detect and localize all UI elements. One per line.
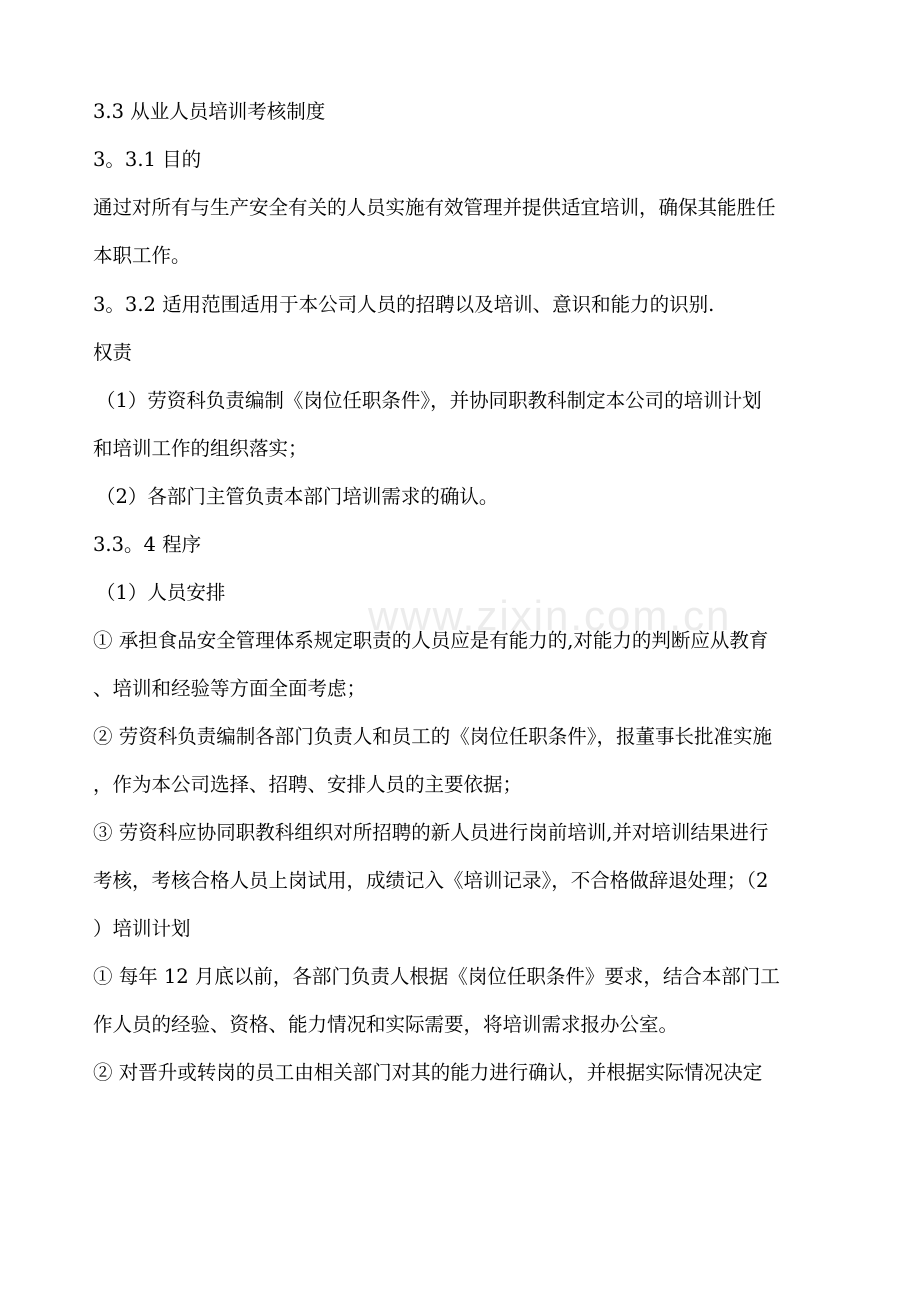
- paragraph-line: ）培训计划: [93, 917, 191, 940]
- paragraph-line: （2）各部门主管负责本部门培训需求的确认。: [96, 485, 499, 508]
- subsection-heading-procedure: 3.3。4 程序: [93, 533, 202, 556]
- paragraph-line: ③ 劳资科应协同职教科组织对所招聘的新人员进行岗前培训,并对培训结果进行: [93, 821, 769, 844]
- subsection-heading-responsibilities: 权责: [93, 341, 133, 364]
- paragraph-line: 作人员的经验、资格、能力情况和实际需要，将培训需求报办公室。: [93, 1013, 679, 1036]
- paragraph-line: （1）劳资科负责编制《岗位任职条件》，并协同职教科制定本公司的培训计划: [96, 389, 762, 412]
- watermark: www.zixin.com.cn: [368, 592, 732, 639]
- paragraph-line: 本职工作。: [93, 244, 191, 267]
- paragraph-line: ，作为本公司选择、招聘、安排人员的主要依据；: [93, 773, 523, 796]
- subsection-heading-purpose: 3。3.1 目的: [93, 148, 202, 171]
- paragraph-line: （1）人员安排: [96, 581, 226, 604]
- paragraph-line: 考核，考核合格人员上岗试用，成绩记入《培训记录》，不合格做辞退处理；（2: [93, 869, 769, 892]
- paragraph-line: ① 承担食品安全管理体系规定职责的人员应是有能力的,对能力的判断应从教育: [93, 629, 769, 652]
- paragraph-line: ① 每年 12 月底以前，各部门负责人根据《岗位任职条件》要求，结合本部门工: [93, 965, 780, 988]
- paragraph-line: ② 对晋升或转岗的员工由相关部门对其的能力进行确认，并根据实际情况决定: [93, 1061, 763, 1084]
- paragraph-line: 、培训和经验等方面全面考虑；: [93, 677, 367, 700]
- section-heading: 3.3 从业人员培训考核制度: [93, 100, 326, 123]
- paragraph-line: 和培训工作的组织落实；: [93, 437, 308, 460]
- subsection-heading-scope: 3。3.2 适用范围适用于本公司人员的招聘以及培训、意识和能力的识别.: [93, 293, 715, 316]
- paragraph-line: ② 劳资科负责编制各部门负责人和员工的《岗位任职条件》，报董事长批准实施: [93, 725, 772, 748]
- paragraph-line: 通过对所有与生产安全有关的人员实施有效管理并提供适宜培训，确保其能胜任: [93, 196, 776, 219]
